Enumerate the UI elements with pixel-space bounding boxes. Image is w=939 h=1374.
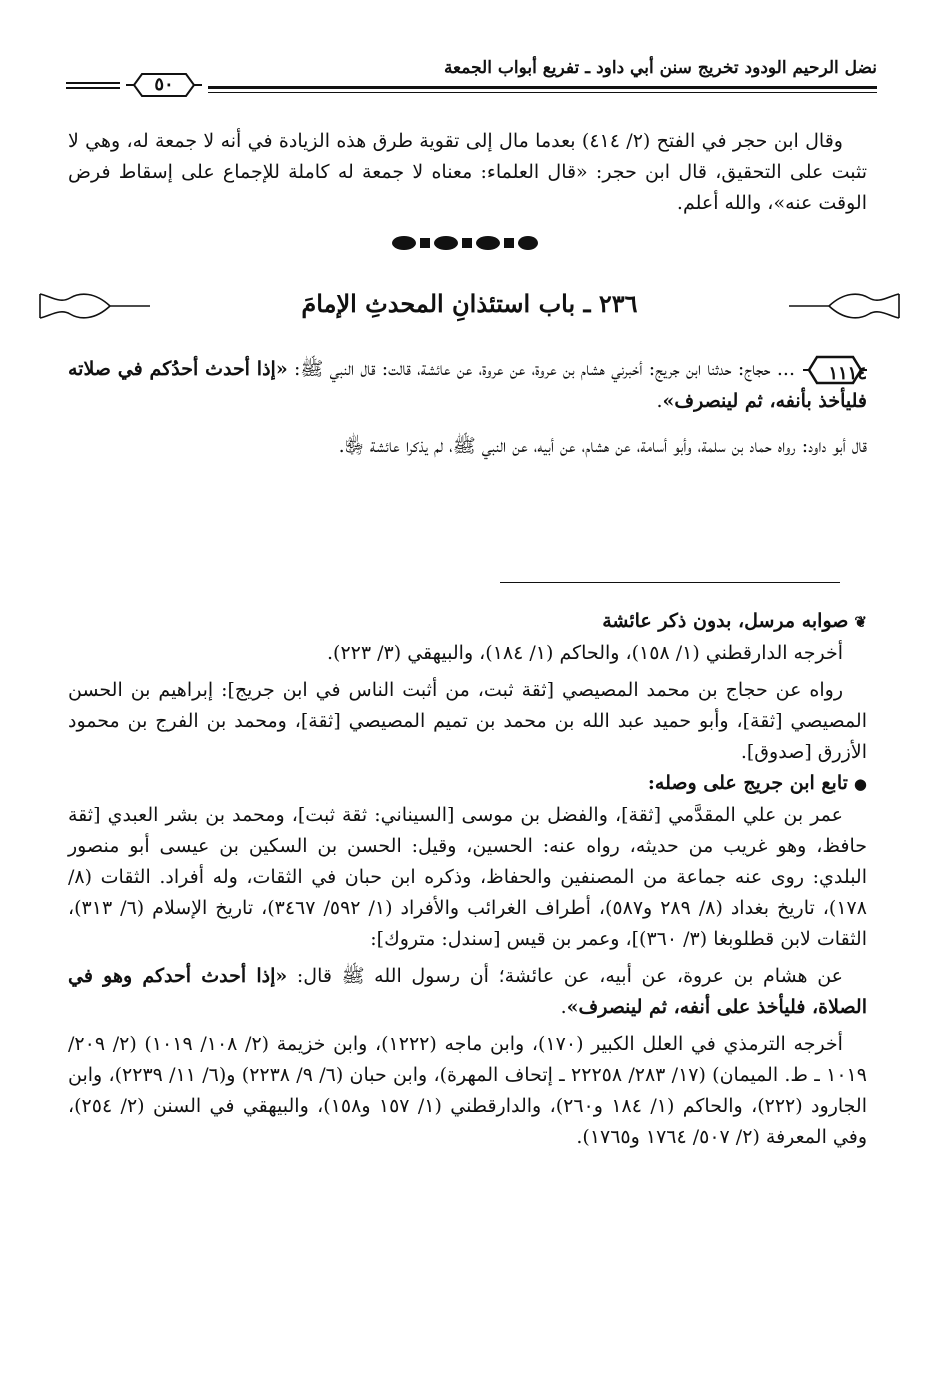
hadith-text [68, 354, 867, 417]
ornament-divider-icon [390, 234, 540, 252]
chapter-title: ٢٣٦ ـ باب استئذانِ المحدثِ الإمامَ [301, 289, 638, 318]
hadith-number-badge [803, 354, 867, 386]
running-title: نضل الرحيم الودود تخريج سنن أبي داود ـ تفريع أبواب الجمعة [443, 58, 877, 78]
page-number: ٥٠ [154, 74, 174, 95]
heading-ornament-left-icon [30, 288, 150, 324]
commentary-p4-end: . [560, 996, 567, 1018]
commentary-p3: عمر بن علي المقدَّمي [ثقة]، والفضل بن موسى [السيناني: ثقة ثبت]، ومحمد بن بشر العبدي [ثقة حافظ، وهو غريب من حديثه، رواه عنه: الحسين، وقيل: الحسن بن السكين بن عيسى أبو منصور البلدي: روى عنه جماعة من المصنفين والحفاظ، وذكره ابن حبان في الثقات، وله أفراد. الثقات (٨/ ١٧٨)، تاريخ بغداد (٨/ ٢٨٩ و٥٨٧)، أطراف الغرائب والأفراد (١/ ٥٩٢/ ٣٤٦٧)، تاريخ الإسلام (٦/ ٣١٣)، الثقات لابن قطلوبغا (٣/ ٣٦٠)]، وعمر بن قيس [سندل: متروك]: [68, 804, 867, 950]
page-number-badge [124, 70, 204, 100]
hadith-block [68, 354, 867, 462]
commentary-p2: رواه عن حجاج بن محمد المصيصي [ثقة ثبت، من أثبت الناس في ابن جريج]: إبراهيم بن الحسن المصيصي [ثقة]، وأبو حميد عبد الله بن محمد بن تميم المصيصي [ثقة]، ومحمد بن الفرج بن محمود الأزرق [صدوق]. [68, 679, 867, 763]
footnote-divider [500, 582, 840, 583]
chapter-heading [150, 282, 789, 332]
abu-dawud-comment: قال أبو داود: رواه حماد بن سلمة، وأبو أسامة، عن هشام، عن أبيه، عن النبي ﷺ، لم يذكرا عائشة ﵂. [338, 435, 867, 457]
commentary-block [68, 606, 867, 1153]
commentary-p4-isnad: عن هشام بن عروة، عن أبيه، عن عائشة؛ أن رسول الله ﷺ قال: [287, 965, 843, 987]
commentary-subheading [68, 768, 867, 800]
hadith-isnad: ... حجاج: حدثنا ابن جريج: أخبرني هشام بن عروة، عن عروة، عن عائشة، قالت: قال النبي ﷺ: [287, 358, 795, 380]
header-rule-thin [208, 92, 877, 93]
header-rule [208, 86, 877, 89]
intro-block [68, 126, 867, 219]
heading-ornament-right-icon [789, 288, 909, 324]
hadith-end: . [656, 390, 663, 412]
commentary-heading [68, 606, 867, 638]
commentary-p5: أخرجه الترمذي في العلل الكبير (١٧٠)، وابن ماجه (١٢٢٢)، وابن خزيمة (٢/ ١٠٨/ ١٠١٩) (٢/ ٢٠٩/ ١٠١٩ ـ ط. الميمان) (١٧/ ٢٨٣/ ٢٢٢٥٨ ـ إتحاف المهرة)، وابن حبان (٦/ ٩/ ٢٢٣٨) و(٦/ ١١/ ٢٢٣٩)، وابن الجارود (٢٢٢)، والحاكم (١/ ١٨٤ و٢٦٠)، والدارقطني (١/ ١٥٧ و١٥٨)، والبيهقي في السنن (٢/ ٢٥٤)، وفي المعرفة (٢/ ٥٠٧/ ١٧٦٤ و١٧٦٥). [68, 1033, 867, 1148]
commentary-p4 [68, 961, 867, 1023]
leaf-icon: ❦ [854, 613, 867, 631]
commentary-subheading-text: تابع ابن جريج على وصله: [647, 772, 848, 794]
commentary-p1: أخرجه الدارقطني (١/ ١٥٨)، والحاكم (١/ ١٨٤)، والبيهقي (٣/ ٢٢٣). [327, 642, 843, 664]
hadith-matn: «إذا أحدث أحدُكم في صلاته فليأخذ بأنفه، ثم لينصرف» [68, 358, 867, 412]
commentary-heading-text: صوابه مرسل، بدون ذكر عائشة [602, 610, 849, 632]
header-lines-left [66, 82, 120, 92]
page-header [66, 52, 877, 100]
commentary-p4-matn: «إذا أحدث أحدكم وهو في الصلاة، فليأخذ على أنفه، ثم لينصرف» [68, 965, 867, 1018]
bullet-icon: ● [853, 775, 867, 793]
hadith-number: ١١١٤ [828, 363, 867, 384]
intro-paragraph: وقال ابن حجر في الفتح (٢/ ٤١٤) بعدما مال إلى تقوية طرق هذه الزيادة في أنه لا جمعة له، وهي لا تثبت على التحقيق، قال ابن حجر: «قال العلماء: معناه لا جمعة له كاملة للإجماع على إسقاط فرض الوقت عنه»، والله أعلم. [68, 130, 867, 214]
